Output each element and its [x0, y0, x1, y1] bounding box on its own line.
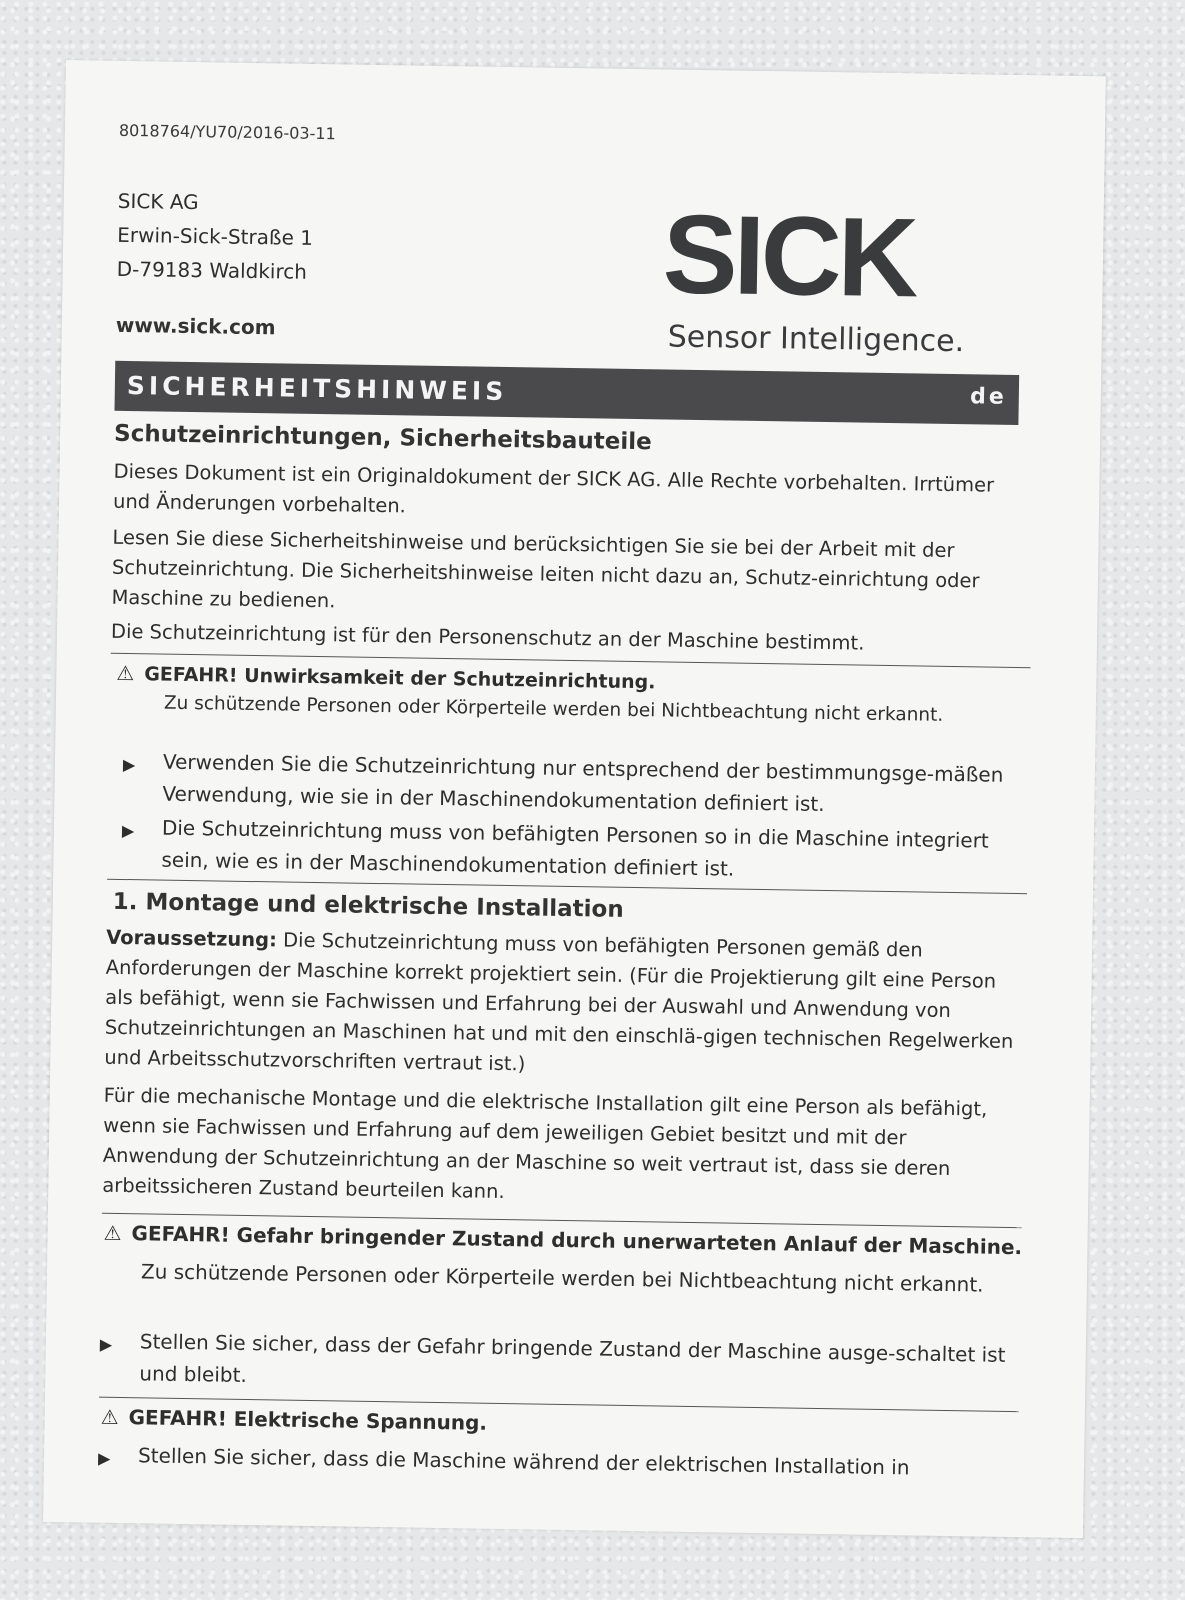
warning-electrical-voltage — [101, 1405, 488, 1435]
bullet-arrow-icon: ▶ — [122, 754, 136, 775]
document-sheet — [43, 60, 1106, 1538]
bullet-arrow-icon: ▶ — [99, 1334, 113, 1354]
paragraph-copyright: Dieses Dokument ist ein Originaldokument der SICK AG. Alle Rechte vorbehalten. Irrtümer und Änderungen vorbehalten. — [112, 459, 995, 518]
list-item: ▶ Stellen Sie sicher, dass die Maschine während der elektrischen Installation in — [97, 1443, 910, 1480]
banner-title: SICHERHEITSHINWEIS — [126, 370, 508, 406]
paragraph-prerequisite: Voraussetzung: Die Schutzeinrichtung muss von befähigten Personen gemäß den Anforderungen der Maschine korrekt projektiert sein. (Für die Projektierung gilt eine Person als befähigt, wenn sie Fachwissen und Erfahrung bei der Auswahl und Anwendung von Schutzeinrichtungen an Maschinen hat und mit den einschlä-gigen technischen Regelwerken und Arbeitsschutzvorschriften vertraut ist.) — [104, 925, 1014, 1076]
warning-icon: ⚠ — [103, 1220, 122, 1246]
paragraph-read-instructions: Lesen Sie diese Sicherheitshinweise und berücksichtigen Sie sie bei der Arbeit mit der Schutzeinrichtung. Die Sicherheitshinweise leiten nicht dazu an, Schutz-einrichtung oder Maschine zu bedienen. — [111, 525, 980, 613]
document-number: 8018764/YU70/2016-03-11 — [118, 120, 336, 144]
safety-notice-banner — [114, 361, 1019, 425]
warning-icon: ⚠ — [100, 1404, 119, 1429]
warning-unexpected-start — [103, 1221, 1022, 1259]
warning-description: Zu schützende Personen oder Körperteile werden bei Nichtbeachtung nicht erkannt. — [140, 1259, 984, 1297]
list-item: ▶ Die Schutzeinrichtung muss von befähigten Personen so in die Maschine integriert sein, wie es in der Maschinendokumentation definiert ist. — [121, 815, 989, 881]
paragraph-purpose: Die Schutzeinrichtung ist für den Personenschutz an der Maschine bestimmt. — [110, 619, 865, 655]
bullet-arrow-icon: ▶ — [97, 1448, 111, 1468]
warning-description: Zu schützende Personen oder Körperteile werden bei Nichtbeachtung nicht erkannt. — [163, 692, 944, 726]
list-item: ▶ Verwenden Sie die Schutzeinrichtung nur entsprechend der bestimmungsge-mäßen Verwendung, wie sie in der Maschinendokumentation definiert ist. — [122, 749, 1004, 817]
warning-title: GEFAHR! Elektrische Spannung. — [128, 1405, 488, 1435]
company-city: D-79183 Waldkirch — [116, 256, 308, 284]
prerequisite-label: Voraussetzung: — [106, 925, 278, 952]
warning-icon: ⚠ — [116, 660, 135, 686]
section-heading-installation: 1. Montage und elektrische Installation — [112, 888, 624, 923]
warning-ineffective-device — [116, 661, 655, 693]
warning-title: GEFAHR! Unwirksamkeit der Schutzeinrichtung. — [144, 663, 656, 694]
list-item: ▶ Stellen Sie sicher, dass der Gefahr bringende Zustand der Maschine ausge-schaltet ist und bleibt. — [99, 1329, 1006, 1388]
section-heading-protective-devices: Schutzeinrichtungen, Sicherheitsbauteile — [113, 420, 652, 456]
paragraph-qualified-person: Für die mechanische Montage und die elektrische Installation gilt eine Person als befähigt, wenn sie Fachwissen und Erfahrung auf dem jeweiligen Gebiet besitzt und mit der Anwendung der Schutzeinrichtung an der Maschine so weit vertraut ist, dass sie deren arbeitssicheren Zustand beurteilen kann. — [102, 1083, 988, 1204]
sick-logo: SICK — [662, 191, 916, 321]
company-name: SICK AG — [117, 188, 199, 215]
warning-title: GEFAHR! Gefahr bringender Zustand durch unerwarteten Anlauf der Maschine. — [131, 1221, 1023, 1260]
banner-language: de — [969, 384, 1008, 410]
logo-tagline: Sensor Intelligence. — [667, 319, 965, 360]
bullet-arrow-icon: ▶ — [121, 820, 135, 841]
company-website: www.sick.com — [115, 312, 276, 340]
company-street: Erwin-Sick-Straße 1 — [117, 222, 314, 250]
